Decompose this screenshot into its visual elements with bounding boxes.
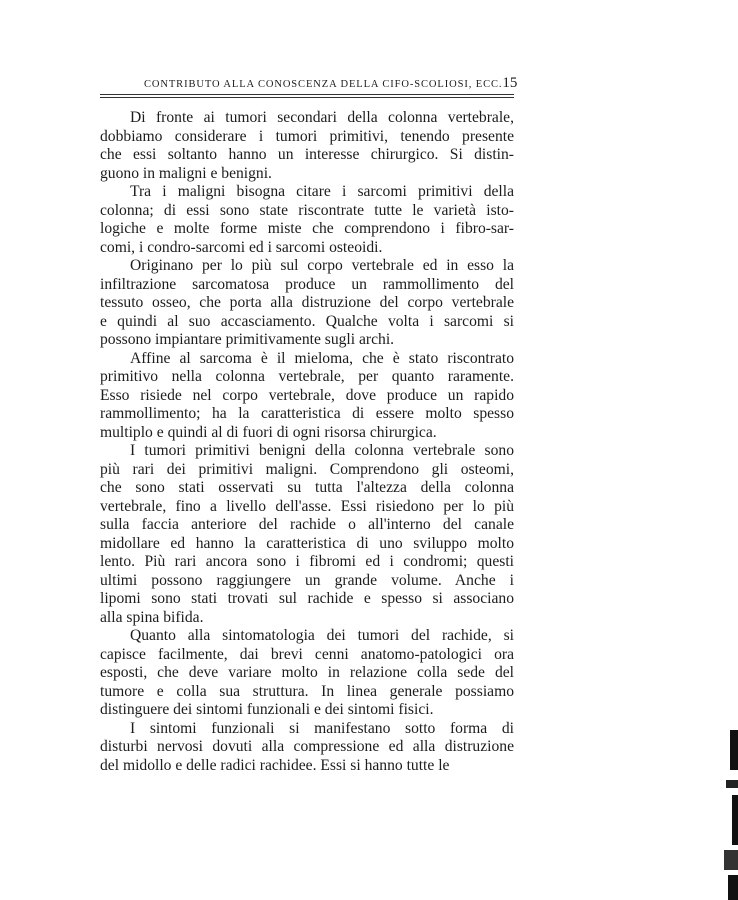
body-text <box>100 109 514 775</box>
text-line: tessuto osseo, che porta alla distruzione del corpo vertebrale <box>100 294 514 311</box>
running-title: CONTRIBUTO ALLA CONOSCENZA DELLA CIFO-SCOLIOSI, ECC. <box>144 79 503 90</box>
text-line: sulla faccia anteriore del rachide o all'interno del canale <box>100 516 514 533</box>
text-line: disturbi nervosi dovuti alla compressione ed alla distruzione <box>100 738 514 755</box>
text-line: possono impiantare primitivamente sugli archi. <box>100 331 395 348</box>
text-line: midollare ed hanno la caratteristica di uno sviluppo molto <box>100 534 514 552</box>
text-line: capisce facilmente, dai brevi cenni anatomo-patologici ora <box>100 645 514 663</box>
text-line: più rari dei primitivi maligni. Comprendono gli osteomi, <box>100 460 514 478</box>
text-line: guono in maligni e benigni. <box>100 164 272 182</box>
paragraph <box>100 627 514 720</box>
text-line: Esso risiede nel corpo vertebrale, dove produce un rapido <box>100 386 514 404</box>
paragraph <box>100 109 514 183</box>
text-line: I tumori primitivi benigni della colonna vertebrale sono <box>130 442 514 459</box>
page-number: 15 <box>502 75 518 91</box>
text-line: colonna; di essi sono state riscontrate tutte le varietà isto- <box>100 201 514 219</box>
text-line: Originano per lo più sul corpo vertebrale ed in esso la <box>130 257 514 274</box>
text-line: Tra i maligni bisogna citare i sarcomi primitivi della <box>130 183 514 200</box>
header-rule-top <box>100 94 514 95</box>
text-line: vertebrale, fino a livello dell'asse. Essi risiedono per lo più <box>100 497 514 515</box>
text-line: e quindi al suo accasciamento. Qualche volta i sarcomi si <box>100 312 514 330</box>
text-line: alla spina bifida. <box>100 608 204 626</box>
text-line: Quanto alla sintomatologia dei tumori del rachide, si <box>130 627 514 644</box>
text-line: che sono stati osservati su tutta l'altezza della colonna <box>100 479 514 496</box>
text-line: rammollimento; ha la caratteristica di essere molto spesso <box>100 405 514 422</box>
text-line: tumore e colla sua struttura. In linea generale possiamo <box>100 682 514 700</box>
text-line: multiplo e quindi al di fuori di ogni risorsa chirurgica. <box>100 423 437 441</box>
text-line: del midollo e delle radici rachidee. Essi si hanno tutte le <box>100 756 450 774</box>
header-rule-bottom <box>100 97 514 98</box>
text-line: I sintomi funzionali si manifestano sotto forma di <box>130 719 514 737</box>
paragraph <box>100 442 514 627</box>
text-line: comi, i condro-sarcomi ed i sarcomi osteoidi. <box>100 238 383 256</box>
text-line: Di fronte ai tumori secondari della colonna vertebrale, <box>130 109 514 126</box>
running-header <box>100 75 518 92</box>
paragraph <box>100 350 514 443</box>
text-line: logiche e molte forme miste che comprendono i fibro-sar- <box>100 220 514 237</box>
text-line: Affine al sarcoma è il mieloma, che è stato riscontrato <box>130 349 514 367</box>
paragraph <box>100 183 514 257</box>
text-line: primitivo nella colonna vertebrale, per quanto raramente. <box>100 368 514 385</box>
text-line: lento. Più rari ancora sono i fibromi ed i condromi; questi <box>100 553 514 570</box>
text-line: ultimi possono raggiungere un grande volume. Anche i <box>100 571 514 589</box>
text-line: esposti, che deve variare molto in relazione colla sede del <box>100 664 514 681</box>
text-line: infiltrazione sarcomatosa produce un rammollimento del <box>100 275 514 293</box>
text-line: lipomi sono stati trovati sul rachide e spesso si associano <box>100 590 514 607</box>
text-line: che essi soltanto hanno un interesse chirurgico. Si distin- <box>100 146 514 163</box>
scan-edge-artifact <box>716 720 738 900</box>
text-line: dobbiamo considerare i tumori primitivi, tenendo presente <box>100 127 514 145</box>
paragraph <box>100 257 514 350</box>
text-line: distinguere dei sintomi funzionali e dei sintomi fisici. <box>100 701 434 718</box>
paragraph <box>100 720 514 776</box>
